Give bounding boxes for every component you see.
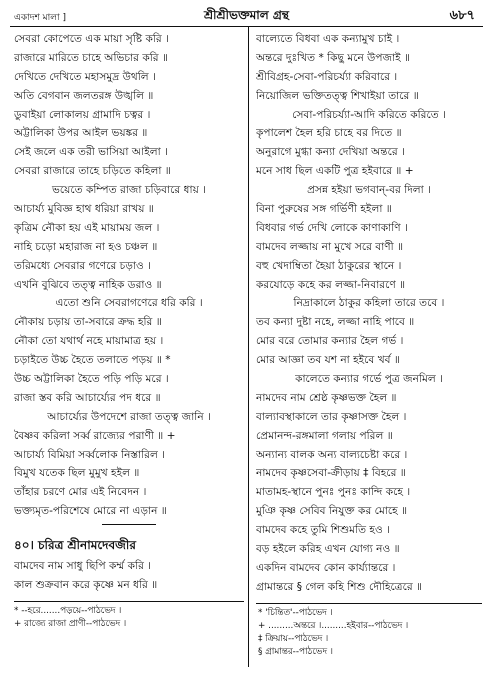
verse-line: নৌকা তো যথার্থ নহে মায়ামাত্র হয় । xyxy=(14,335,164,348)
verse-line: একদিন বামদেব কোন কার্য্যান্তরে । xyxy=(256,561,396,574)
verse-line: নামদেব কৃষ্ণসেবা-ক্রীড়ায় ‡ বিহরে ॥ xyxy=(256,467,406,480)
verse-line: ভক্ত্যমৃত-পরিশেষে মোরে না এড়ান ॥ xyxy=(14,505,167,518)
left-verses xyxy=(14,30,244,521)
verse-line: সেবরা কোপেতে এক মায়া সৃষ্টি করি । xyxy=(14,33,169,45)
verse-line: মোর আজ্ঞা তব যশ না হইবে খর্ব ॥ xyxy=(256,354,400,367)
chapter-heading: ৪০। চরিত্র শ্রীনামদেবজীর xyxy=(14,538,136,553)
footnote: * --হরে.......পড়য়ে--পাঠভেদ । xyxy=(14,605,122,616)
verse-line: ডুবাইয়া লোকালয় গ্রামাদি চত্বর । xyxy=(14,108,151,121)
verse-line: তরিমধ্যে সেবরার গণেরে চড়াও । xyxy=(14,259,151,272)
verse-line: বামদেব কহে তুমি শিশুমতি হও । xyxy=(256,524,390,537)
verse-line: রাজা স্তব করি আচার্য্যের পদ ধরে ॥ xyxy=(14,391,161,404)
verse-line: আচার্য্যের উপদেশে রাজা তত্ত্ব জানি । xyxy=(47,410,211,423)
page-number: ৬৮৭ xyxy=(449,8,475,23)
column-divider xyxy=(248,27,249,667)
right-verses xyxy=(256,30,482,597)
verse-line: বামদেব লজ্জায় না মুখে সরে বাণী ॥ xyxy=(256,240,404,253)
verse-line: চড়াইতে উচ্চ হৈতে তলাতে পড়য় ॥ * xyxy=(14,354,171,367)
verse-line: বিনা পুরুষের সঙ্গ গর্ভিণী হইলা ॥ xyxy=(256,203,392,216)
verse-line: প্রেমানন্দ-রঙ্গমালা গলায় পরিল ॥ xyxy=(256,429,393,442)
verse-line: রাজারে মারিতে চাহে অভিচার করি ॥ xyxy=(14,51,168,64)
verse-line: অন্যান্য বালক অন্য বাল্যচেষ্টা করে । xyxy=(256,448,408,461)
verse-line: বিমুখ যতেক ছিল মুমুখ হইল ॥ xyxy=(14,467,140,480)
verse-line: বাল্যাবস্থাকালে তার কৃষ্ণাসক্ত হৈল । xyxy=(256,410,407,423)
right-footnotes xyxy=(256,607,482,659)
header-section-label: একাদশ মালা ] xyxy=(14,13,66,23)
verse-line: বাল্যেতে বিধবা এক কন্যামুখ চাই । xyxy=(256,33,400,45)
verse-line: বৈষ্ণব করিলা সর্ব্ব রাজ্যের পরাণী ॥ + xyxy=(14,429,176,442)
verse-line: নাহি চড়ো মহারাজ না হও চঞ্চল ॥ xyxy=(14,240,158,253)
footnote: + রাজ্যে রাজা প্রাণী--পাঠভেদ । xyxy=(14,618,127,629)
verse-line: আচার্য্য বিমিয়া সর্ব্বলোক নিস্তারিল । xyxy=(14,448,166,461)
footnote-rule xyxy=(256,603,482,604)
verse-line: তব কন্যা দুষ্টা নহে, লজ্জা নাহি পাবে ॥ xyxy=(256,316,415,329)
verse-line: বহু খেদাম্বিতা হৈয়া ঠাকুরের স্থানে । xyxy=(256,259,402,272)
verse-line: মুঞি কৃষ্ণ সেবিব নিযুক্ত কর মোহে ॥ xyxy=(256,505,408,518)
verse-line: উচ্চ অট্টালিকা হৈতে পড়ি পড়ি মরে । xyxy=(14,373,169,386)
verse-line: বিধবার গর্ভ দেখি লোকে কাণাকাণি । xyxy=(256,221,408,234)
verse-line: এখনি বুঝিবে তত্ত্ব নাহিক ডরাও ॥ xyxy=(14,278,162,291)
verse-line: সেই জলে এক তরী ভাসিয়া আইলা । xyxy=(14,146,168,159)
verse-line: এতো শুনি সেবরাগণেরে ধরি করি । xyxy=(55,297,203,310)
verse-line: মোর বরে তোমার কন্যার হৈল গর্ভ । xyxy=(256,335,404,348)
verse-line: ভয়েতে কম্পিত রাজা চড়িবারে ধায় । xyxy=(52,184,206,197)
verse-line: মাতামহ-স্থানে পুনঃ পুনঃ কান্দি কহে । xyxy=(256,486,411,499)
verse-line: নামদেব নাম শ্রেষ্ঠ কৃষ্ণভক্ত হৈল ॥ xyxy=(256,391,397,404)
right-column xyxy=(256,30,482,659)
header-rule xyxy=(10,26,483,27)
verse-line: কৃত্রিম নৌকা হয় এই মায়াময় জল । xyxy=(14,221,160,234)
footnote: * 'চিন্তিত'--পাঠভেদ । xyxy=(258,607,333,618)
verse-line: বড় হইলে করিহ এখন যোগ্য নও ॥ xyxy=(256,543,400,556)
verse-line: কালেতে কন্যার গর্ভে পুত্র জনমিল । xyxy=(295,373,443,386)
verse-line: দেখিতে দেখিতে মহাসমুদ্র উথলি । xyxy=(14,70,156,83)
section-separator xyxy=(14,521,244,529)
verse-line: শ্রীবিগ্রহ-সেবা-পরিচর্য্যা করিবারে । xyxy=(256,70,398,83)
chapter-opening-verses xyxy=(14,557,244,595)
verse-line: নৌকায় চড়ায় তা-সবারে ক্রদ্ধ হরি ॥ xyxy=(14,316,162,329)
verse-line: করযোড়ে কহে কর লজ্জা-নিবারণে ॥ xyxy=(256,278,406,291)
footnote-rule xyxy=(14,601,244,602)
left-footnotes xyxy=(14,605,244,631)
verse-line: তাঁহার চরণে মোর এই নিবেদন । xyxy=(14,486,147,499)
header-book-title: শ্রীশ্রীভক্তমাল গ্রন্থ xyxy=(204,8,289,22)
verse-line: কাল শুক্রবান করে কৃষ্ণে মন ধরি ॥ xyxy=(14,579,158,592)
verse-line: নিদ্রাকালে ঠাকুর কহিলা তারে তবে । xyxy=(293,297,445,310)
footnote: § গ্রামান্তর--পাঠভেদ । xyxy=(258,646,333,657)
footnote: + .........অন্তরে ।.........হইবার--পাঠভেদ । xyxy=(258,620,409,631)
footnote: ‡ ক্রিয়ায়--পাঠভেদ । xyxy=(258,633,329,644)
page-header xyxy=(10,6,483,26)
verse-line: অনুরাগে মুগ্ধা কন্যা দেখিয়া অন্তরে । xyxy=(256,146,405,159)
verse-line: মনে সাধ ছিল একটি পুত্র হইবারে ॥ + xyxy=(256,165,414,178)
verse-line: বামদেব নাম সাধু ছিপি কর্ম্ম করি । xyxy=(14,560,152,573)
verse-line: নিয়োজিল ভক্তিতত্ত্ব শিখাইয়া তারে ॥ xyxy=(256,89,419,102)
verse-line: আচার্য্য মুবিজ্ঞ হাথ ধরিয়া রাখয় ॥ xyxy=(14,203,154,216)
verse-line: অট্টালিকা উপর আইল ভয়ঙ্কর ॥ xyxy=(14,127,148,140)
verse-line: প্রসন্ন হইয়া ভগবান্-বর দিলা । xyxy=(307,184,431,197)
verse-line: গ্রামান্তরে § গেল কহি শিশু দৌহিত্রেরে ॥ xyxy=(256,580,423,593)
verse-line: অতি বেগবান জলতরঙ্গ উঙ্খলি ॥ xyxy=(14,89,154,102)
left-column xyxy=(14,30,244,631)
verse-line: কৃপালেশ হৈল হরি চাহে বর দিতে ॥ xyxy=(256,127,402,140)
verse-line: সেবা-পরিচর্য্যা-আদি করিতে করিতে । xyxy=(292,108,446,121)
verse-line: অন্তরে দুঃখিত * কিছু মনে উপজাই ॥ xyxy=(256,51,411,64)
verse-line: সেবরা রাজারে তাহে চড়িতে কহিলা ॥ xyxy=(14,165,171,178)
